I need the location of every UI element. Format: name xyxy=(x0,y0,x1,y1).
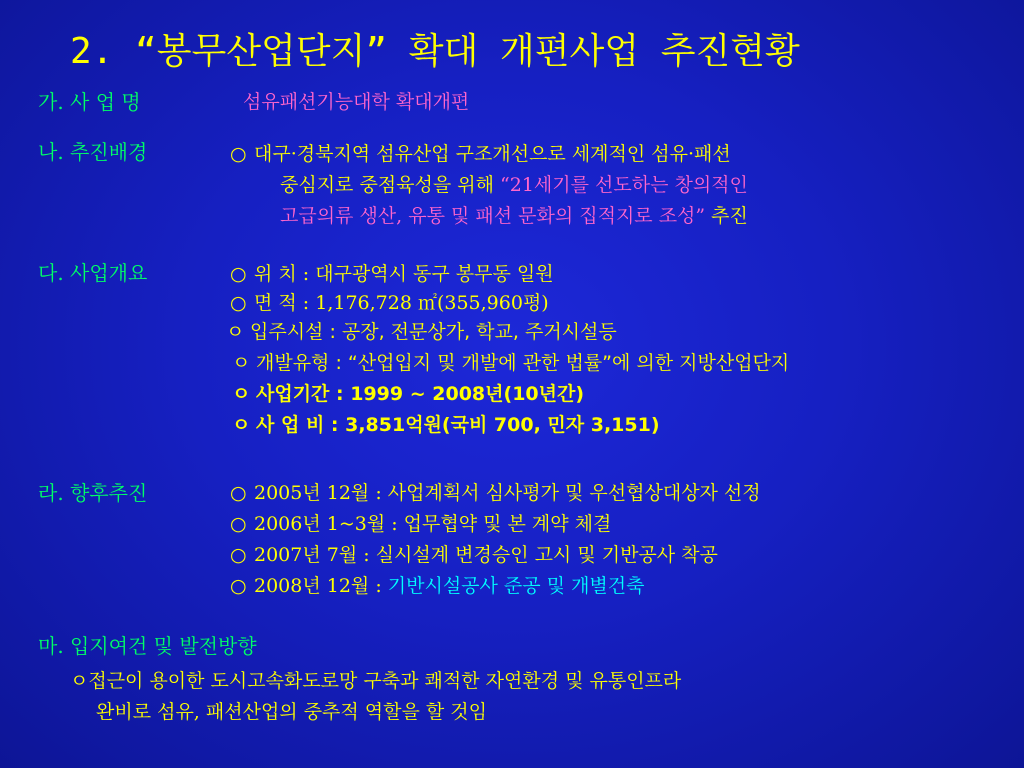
overview-facilities: 입주시설 : 공장, 전문상가, 학교, 주거시설등 xyxy=(250,321,617,343)
bullet-icon: ㅇ xyxy=(226,321,245,343)
section-b-line3-pink: 고급의류 생산, 유통 및 패션 문화의 집적지로 조성” xyxy=(280,205,706,227)
section-e-line2: 완비로 섬유, 패션산업의 중추적 역할을 할 것임 xyxy=(96,701,488,723)
overview-type: 개발유형 : “산업입지 및 개발에 관한 법률”에 의한 지방산업단지 xyxy=(256,352,790,374)
list-item xyxy=(230,577,645,596)
overview-period: 사업기간 : 1999 ~ 2008년(10년간) xyxy=(256,383,585,405)
plan-2008: 2008년 12월 : xyxy=(254,575,388,597)
section-b-line3-yellow: 추진 xyxy=(705,205,748,227)
bullet-icon: ○ xyxy=(230,482,247,504)
bullet-icon: ○ xyxy=(230,513,247,535)
section-d-label: 라. 향후추진 xyxy=(38,481,148,505)
bullet-icon: ㅇ xyxy=(232,414,251,436)
list-item xyxy=(232,354,789,373)
list-item xyxy=(230,484,761,503)
section-b-line3 xyxy=(280,207,748,226)
plan-2007: 2007년 7월 : 실시설계 변경승인 고시 및 기반공사 착공 xyxy=(254,544,718,566)
plan-2008-highlight: 기반시설공사 준공 및 개별건축 xyxy=(387,575,645,597)
overview-location: 위 치 : 대구광역시 동구 봉무동 일원 xyxy=(254,263,554,285)
section-e-line1: ㅇ접근이 용이한 도시고속화도로망 구축과 쾌적한 자연환경 및 유통인프라 xyxy=(70,670,682,692)
list-item xyxy=(230,546,718,565)
bullet-icon: ○ xyxy=(230,544,247,566)
section-b-line2-pink: “21세기를 선도하는 창의적인 xyxy=(500,174,748,196)
overview-budget: 사 업 비 : 3,851억원(국비 700, 민자 3,151) xyxy=(256,414,660,436)
list-item xyxy=(226,323,617,342)
plan-2005: 2005년 12월 : 사업계획서 심사평가 및 우선협상대상자 선정 xyxy=(254,482,761,504)
bullet-icon: ㅇ xyxy=(232,383,251,405)
section-c-label: 다. 사업개요 xyxy=(38,261,148,285)
list-item xyxy=(230,515,611,534)
section-a-value: 섬유패션기능대학 확대개편 xyxy=(243,91,470,113)
section-b-line2 xyxy=(280,176,748,195)
slide-title: 2. “봉무산업단지” 확대 개편사업 추진현황 xyxy=(70,31,800,72)
overview-area: 면 적 : 1,176,728 ㎡(355,960평) xyxy=(254,292,549,314)
bullet-icon: ○ xyxy=(230,292,247,314)
plan-2006: 2006년 1~3월 : 업무협약 및 본 계약 체결 xyxy=(254,513,612,535)
list-item xyxy=(230,294,549,313)
bullet-icon: ○ xyxy=(230,263,247,285)
list-item xyxy=(230,265,554,284)
section-b-line1 xyxy=(230,145,731,164)
bullet-icon: ㅇ xyxy=(232,352,251,374)
section-e-label: 마. 입지여건 및 발전방향 xyxy=(38,634,257,658)
section-b-label: 나. 추진배경 xyxy=(38,140,148,164)
bullet-icon: ○ xyxy=(230,143,247,165)
section-b-line1-text: 대구·경북지역 섬유산업 구조개선으로 세계적인 섬유·패션 xyxy=(254,143,731,165)
bullet-icon: ○ xyxy=(230,575,247,597)
section-a-label: 가. 사 업 명 xyxy=(38,90,141,114)
list-item xyxy=(232,416,660,435)
list-item xyxy=(232,385,584,404)
section-b-line2-yellow: 중심지로 중점육성을 위해 xyxy=(280,174,501,196)
